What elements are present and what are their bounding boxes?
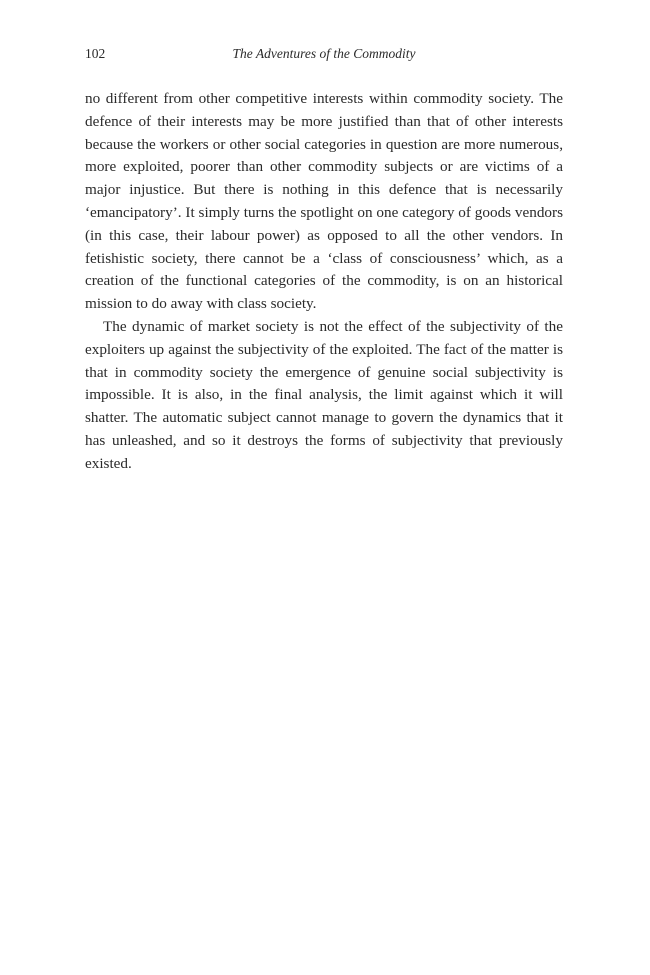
running-title: The Adventures of the Commodity: [232, 46, 416, 61]
paragraph-continued: no different from other competitive interests within commodity society. The defence of their interests may be more justified than that of other interests because the workers or other social categories in question are more numerous, more exploited, poorer than other commodity subjects or are victims of a major injustice. But there is nothing in this defence that is necessarily ‘emancipatory’. It simply turns the spotlight on one category of goods vendors (in this case, their labour power) as opposed to all the other vendors. In fetishistic society, there cannot be a ‘class of consciousness’ which, as a creation of the functional categories of the commodity, is on an historical mission to do away with class society.: [85, 90, 563, 313]
paragraph: The dynamic of market society is not the effect of the subjectivity of the exploiters up against the subjectivity of the exploited. The fact of the matter is that in commodity society the emergence of genuine social subjectivity is impossible. It is also, in the final analysis, the limit against which it will shatter. The automatic subject cannot manage to govern the dynamics that it has unleashed, and so it destroys the forms of subjectivity that previously existed.: [85, 317, 563, 472]
page-number: 102: [85, 46, 106, 61]
body-text: [85, 88, 563, 476]
running-head: [85, 44, 563, 64]
